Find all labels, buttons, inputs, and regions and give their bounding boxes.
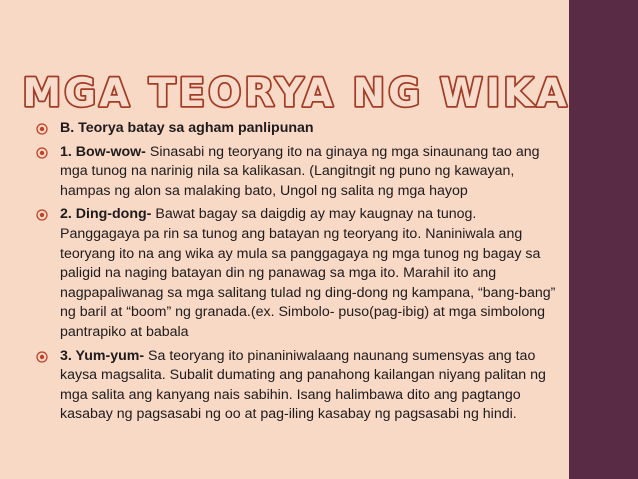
item-lead: 3. Yum-yum- <box>60 347 145 364</box>
item-body: Sinasabi ng teoryang ito na ginaya ng mga sinaunang tao ang mga tunog na narinig nila sa kalikasan. (Langitngit ng puno ng kawayan, hampas ng alon sa malaking bato, Ungol ng salita ng mga hayop <box>60 143 540 199</box>
target-bullet-icon <box>36 347 50 366</box>
item-body: Bawat bagay sa daigdig ay may kaugnay na tunog. Panggagaya pa rin sa tunog ang batayan ng teoryang ito. Naniniwala ang teoryang ito na ang wika ay mula sa panggagaya ng mga tunog ng bagay sa paligid na naging batayan din ng panawag sa mga ito. Marahil ito ang nagpapaliwanag sa mga salitang tulad ng ding-dong ng kampana, “bang-bang” ng baril at “boom” ng granada.(ex. Simbolo- puso(pag-ibig) at mga simbolong pantrapiko at babala <box>60 206 556 340</box>
item-lead: B. Teorya batay sa agham panlipunan <box>60 120 314 136</box>
list-item <box>36 119 556 139</box>
target-bullet-icon <box>36 205 50 224</box>
item-body: Sa teoryang ito pinaniniwalaang naunang sumensyas ang tao kaysa magsalita. Subalit dumating ang panahong kailangan niyang palitan ng mga salita ang kanyang nais sabihin. Isang halimbawa dito ang pagtango kasabay ng pagsasabi ng oo at pag-iling kasabay ng pagsasabi ng hindi. <box>60 347 546 423</box>
target-bullet-icon <box>36 143 50 162</box>
target-bullet-icon <box>36 119 50 138</box>
item-lead: 1. Bow-wow- <box>60 143 146 160</box>
slide-title-wrap <box>22 66 570 116</box>
list-item <box>36 143 556 202</box>
list-item <box>36 205 556 342</box>
bullet-list <box>36 119 556 429</box>
list-item <box>36 347 556 425</box>
slide-title: MGA TEORYA NG WIKA <box>22 71 570 116</box>
slide-title-svg <box>22 66 570 116</box>
sidebar-accent <box>569 0 638 479</box>
item-lead: 2. Ding-dong- <box>60 206 152 223</box>
